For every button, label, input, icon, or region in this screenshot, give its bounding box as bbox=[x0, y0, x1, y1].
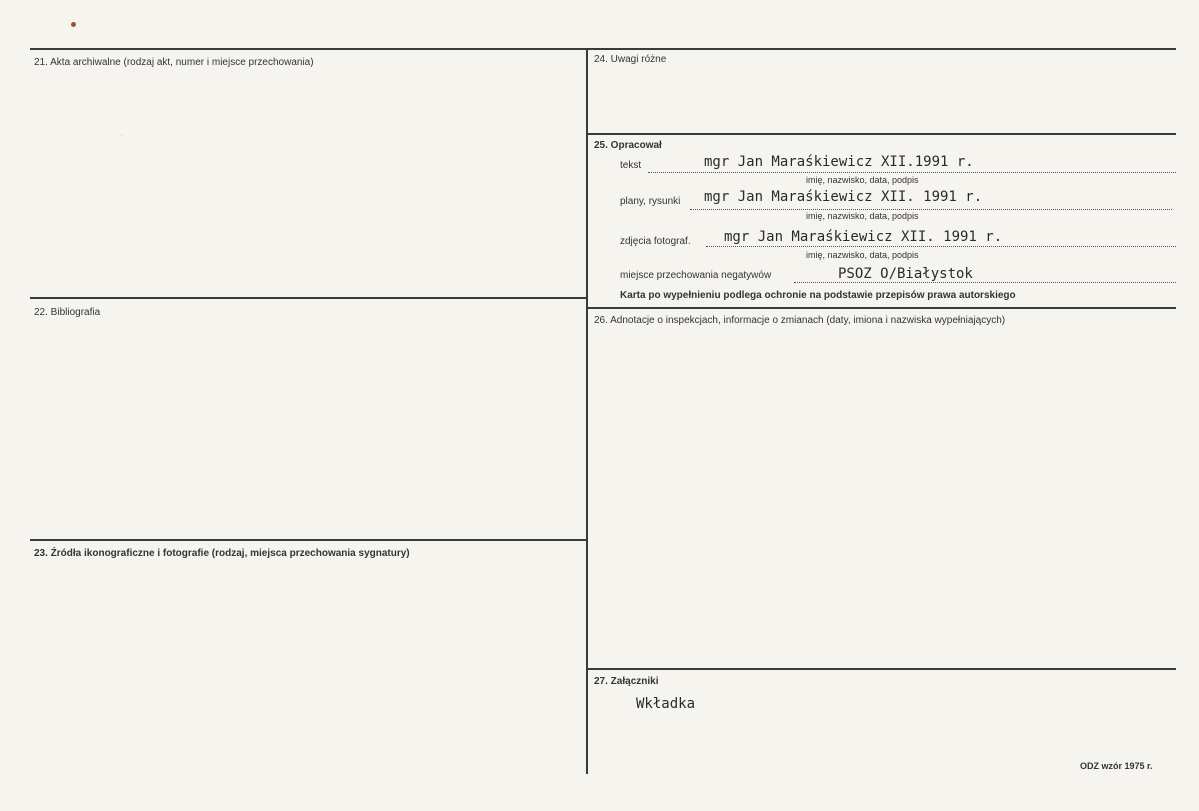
field-hint-photos: imię, nazwisko, data, podpis bbox=[806, 250, 919, 260]
rule-25-26 bbox=[588, 307, 1176, 309]
field-value-text: mgr Jan Maraśkiewicz XII.1991 r. bbox=[704, 154, 974, 170]
field-value-photos: mgr Jan Maraśkiewicz XII. 1991 r. bbox=[724, 229, 1003, 245]
section-27-label: 27. Załączniki bbox=[594, 676, 659, 687]
section-25-label: 25. Opracował bbox=[594, 140, 662, 151]
show-through-text: . bbox=[120, 128, 123, 138]
section-21-label: 21. Akta archiwalne (rodzaj akt, numer i miejsce przechowania) bbox=[34, 57, 314, 68]
rule-21-22 bbox=[30, 297, 586, 299]
section-23-label: 23. Źródła ikonograficzne i fotografie (rodzaj, miejsca przechowania sygnatury) bbox=[34, 548, 410, 559]
top-rule bbox=[30, 48, 1176, 50]
field-hint-plans: imię, nazwisko, data, podpis bbox=[806, 211, 919, 221]
field-label-photos: zdjęcia fotograf. bbox=[620, 236, 691, 247]
column-divider bbox=[586, 48, 588, 774]
field-line-text bbox=[648, 172, 1176, 173]
field-value-plans: mgr Jan Maraśkiewicz XII. 1991 r. bbox=[704, 189, 983, 205]
form-mark: ODZ wzór 1975 r. bbox=[1080, 761, 1153, 771]
rule-26-27 bbox=[588, 668, 1176, 670]
field-label-plans: plany, rysunki bbox=[620, 196, 681, 207]
section-24-label: 24. Uwagi różne bbox=[594, 54, 667, 65]
ink-spot bbox=[71, 22, 76, 27]
rule-24-25 bbox=[588, 133, 1176, 135]
section-26-label: 26. Adnotacje o inspekcjach, informacje o zmianach (daty, imiona i nazwiska wypełniających) bbox=[594, 315, 1006, 326]
field-line-photos bbox=[706, 246, 1176, 247]
field-label-text: tekst bbox=[620, 160, 642, 171]
negatives-line bbox=[794, 282, 1176, 283]
attachments-value: Wkładka bbox=[636, 696, 696, 712]
field-hint-text: imię, nazwisko, data, podpis bbox=[806, 175, 919, 185]
rule-22-23 bbox=[30, 539, 586, 541]
negatives-value: PSOZ O/Białystok bbox=[838, 266, 973, 282]
field-line-plans bbox=[690, 209, 1172, 210]
section-22-label: 22. Bibliografia bbox=[34, 307, 101, 318]
copyright-note: Karta po wypełnieniu podlega ochronie na podstawie przepisów prawa autorskiego bbox=[620, 290, 1016, 301]
negatives-label: miejsce przechowania negatywów bbox=[620, 270, 772, 281]
